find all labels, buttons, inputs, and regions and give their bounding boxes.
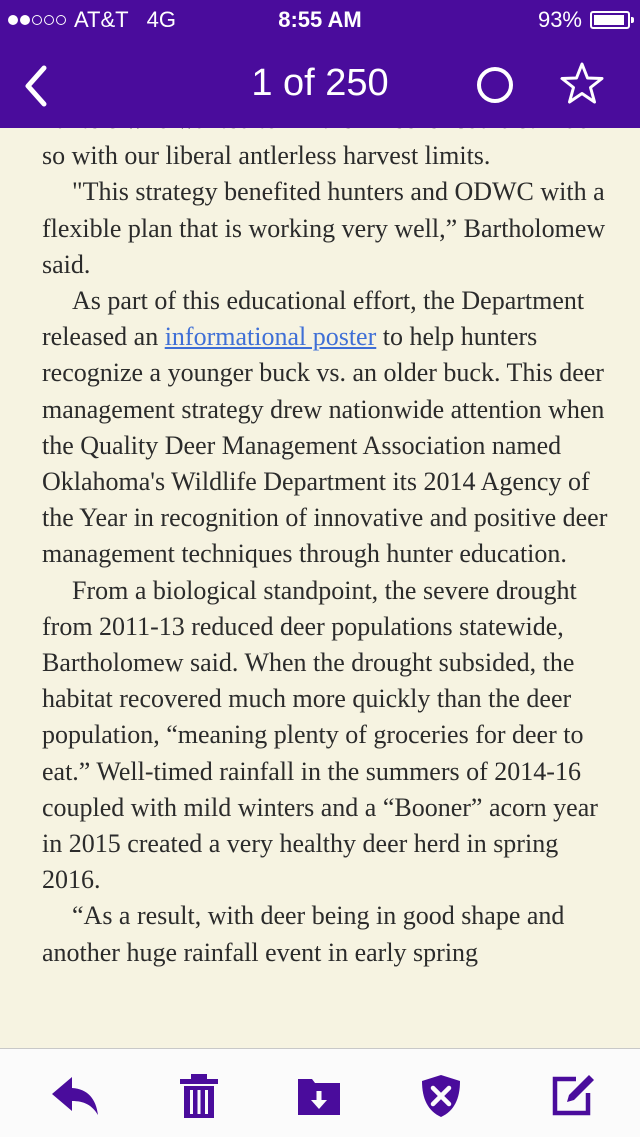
paragraph: "This strategy benefited hunters and ODWC with a flexible plan that is working very well,” Bartholomew said. [42,177,606,279]
battery-percent: 93% [537,7,582,32]
reply-button[interactable] [50,1073,96,1119]
clock: 8:55 AM [278,7,362,32]
article-text [42,102,610,971]
status-bar [0,0,640,40]
junk-shield-icon [418,1073,464,1119]
circle-outline-icon [474,64,516,106]
trash-icon [176,1073,222,1119]
message-position-title: 1 of 250 [251,62,389,104]
archive-icon [296,1073,342,1119]
informational-poster-link[interactable]: informational poster [164,322,377,352]
archive-button[interactable] [296,1073,342,1119]
paragraph: “As a result, with deer being in good shape and another huge rainfall event in early spring [42,901,565,967]
top-bar [0,0,640,128]
junk-button[interactable] [418,1073,464,1119]
flag-button[interactable] [558,60,606,108]
paragraph: so with our liberal antlerless harvest limits. [42,141,491,171]
trash-button[interactable] [176,1073,222,1119]
reply-icon [50,1073,100,1119]
compose-icon [550,1073,596,1119]
carrier-label: AT&T [74,7,129,32]
mark-unread-button[interactable] [474,64,516,106]
message-body[interactable] [0,128,640,1048]
network-label: 4G [146,7,176,32]
paragraph-text: As part of this educational effort, the Department released an [42,286,585,352]
star-outline-icon [558,60,606,108]
bottom-toolbar [0,1048,640,1137]
nav-bar [0,48,640,124]
paragraph [42,283,610,573]
paragraph: From a biological standpoint, the severe drought from 2011-13 reduced deer populations statewide, Bartholomew said. When the drought subsided, the habitat recovered much more quickly than the deer population, “meaning plenty of groceries for deer to eat.” Well-timed rainfall in the summers of 2014-16 coupled with mild winters and a “Booner” acorn year in 2015 created a very healthy deer herd in spring 2016. [42,575,598,895]
compose-button[interactable] [550,1073,596,1119]
battery-icon [590,11,630,29]
paragraph-text: to help hunters recognize a younger buck vs. an older buck. This deer management strategy drew nationwide attention when the Quality Deer Management Association named Oklahoma's Wildlife Department its 2014 Agency of the Year in recognition of innovative and positive deer management techniques through hunter education. [42,322,608,569]
